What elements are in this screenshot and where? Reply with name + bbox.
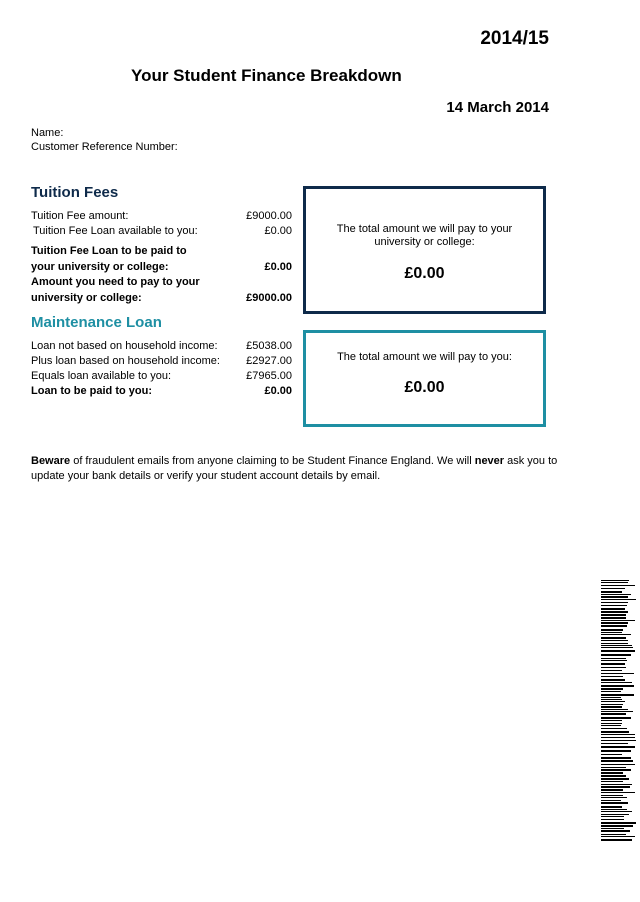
maintenance-row-available: [31, 369, 292, 384]
fraud-warning: [31, 454, 591, 484]
tuition-row-amount-to-pay: [31, 274, 292, 306]
name-label: Name:: [31, 127, 64, 139]
maintenance-row-non-income: [31, 339, 292, 354]
tuition-fees-heading: Tuition Fees: [31, 184, 119, 201]
maintenance-box-amount: £0.00: [404, 379, 445, 396]
row-value: £9000.00: [246, 210, 292, 222]
tuition-row-fee-amount: [31, 209, 292, 224]
row-value: £0.00: [264, 385, 292, 397]
row-value: £0.00: [264, 225, 292, 237]
row-label: Equals loan available to you:: [31, 370, 172, 382]
tuition-box-description: The total amount we will pay to your university or college:: [336, 223, 513, 248]
row-label: [31, 274, 200, 306]
maintenance-loan-heading: Maintenance Loan: [31, 314, 162, 331]
row-label: Tuition Fee amount:: [31, 210, 129, 222]
row-label-line1: Tuition Fee Loan to be paid to: [31, 245, 187, 257]
maintenance-total-box: [303, 330, 546, 427]
never-word: never: [474, 455, 505, 467]
row-value: £7965.00: [246, 370, 292, 382]
document-title: Your Student Finance Breakdown: [131, 66, 402, 85]
customer-ref-label: Customer Reference Number:: [31, 141, 178, 153]
warning-text-1: of fraudulent emails from anyone claiming to be Student Finance England. We will: [70, 455, 475, 467]
row-label-line2: your university or college:: [31, 261, 169, 273]
barcode-icon: [601, 580, 636, 842]
row-label: [31, 243, 187, 275]
academic-year: 2014/15: [480, 28, 549, 49]
maintenance-row-paid: [31, 384, 292, 399]
warning-text-2: ask you to update your bank details or verify your student account details by email.: [31, 455, 558, 482]
row-label: Plus loan based on household income:: [31, 355, 220, 367]
row-value: £2927.00: [246, 355, 292, 367]
maintenance-box-description: The total amount we will pay to you:: [337, 351, 512, 363]
maintenance-row-income-based: [31, 354, 292, 369]
tuition-row-loan-available: [31, 224, 292, 239]
row-label-line1: Amount you need to pay to your: [31, 276, 200, 288]
row-value: £9000.00: [246, 292, 292, 304]
tuition-total-box: [303, 186, 546, 314]
tuition-row-loan-paid: [31, 243, 292, 275]
document-date: 14 March 2014: [446, 99, 549, 116]
row-label-line2: university or college:: [31, 292, 142, 304]
row-label: Tuition Fee Loan available to you:: [33, 225, 198, 237]
row-value: £0.00: [264, 261, 292, 273]
row-label: Loan to be paid to you:: [31, 385, 152, 397]
row-value: £5038.00: [246, 340, 292, 352]
beware-word: Beware: [31, 455, 71, 467]
row-label: Loan not based on household income:: [31, 340, 218, 352]
tuition-box-amount: £0.00: [404, 265, 445, 282]
